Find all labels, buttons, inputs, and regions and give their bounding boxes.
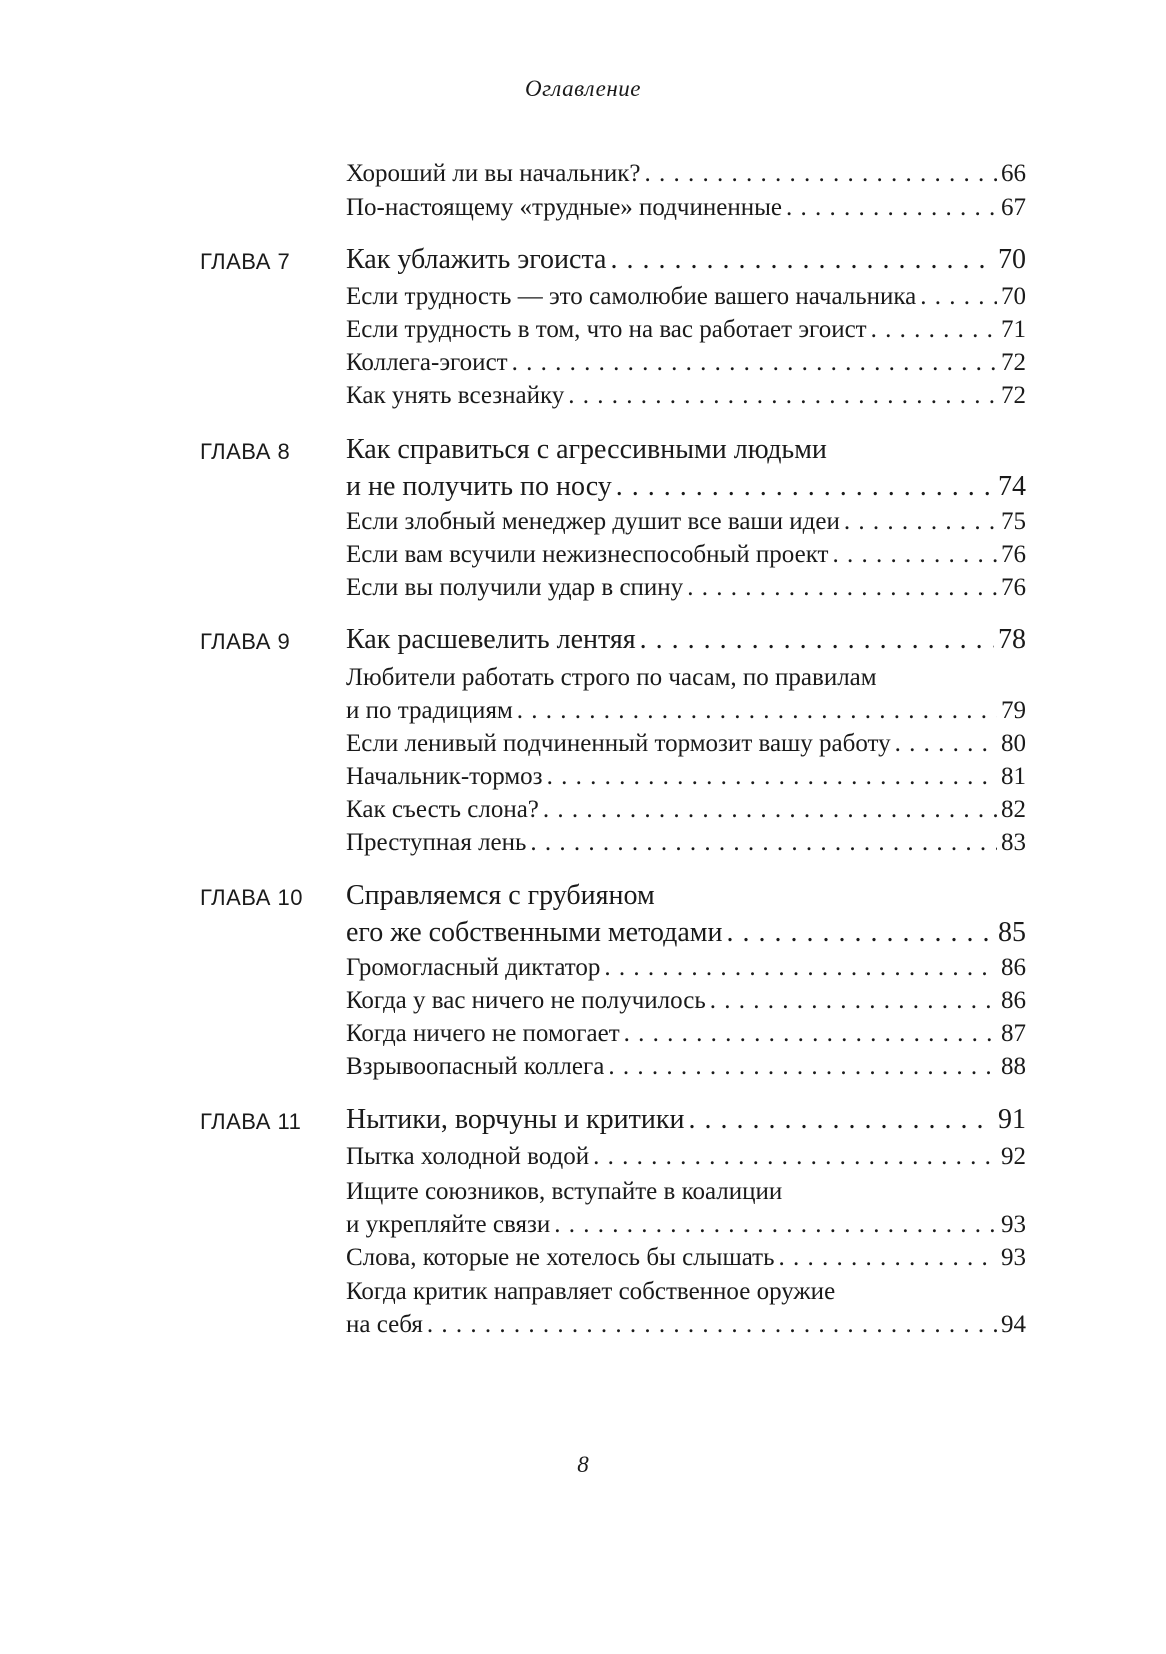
toc-entry-title: По-настоящему «трудные» подчиненные [346,194,783,221]
toc-entry-title: Как съесть слона? [346,796,539,823]
toc-entry-page: 71 [1001,316,1026,343]
toc-entry-page: 85 [998,917,1026,948]
toc-entry-title: Слова, которые не хотелось бы слышать [346,1244,775,1271]
toc-entry-title: Если злобный менеджер душит все ваши идеи [346,508,840,535]
dot-leader [727,917,994,949]
dot-leader [517,695,997,727]
toc-entry-page: 88 [1001,1053,1026,1080]
dot-leader [568,380,997,412]
dot-leader [871,314,997,346]
dot-leader [844,506,997,538]
toc-entry[interactable] [346,1276,1026,1341]
dot-leader [610,244,994,276]
chapter-title-entry[interactable] [346,434,1026,503]
toc-entry[interactable] [346,314,1026,346]
dot-leader [554,1209,997,1241]
toc-entry-title: Как расшевелить лентяя [346,624,636,655]
toc-entry[interactable] [346,572,1026,604]
toc-entry-page: 87 [1001,1020,1026,1047]
chapter-title-entry[interactable] [346,880,1026,949]
toc-entry[interactable] [346,985,1026,1017]
toc-entry-page: 76 [1001,574,1026,601]
toc-entry-title: Если ленивый подчиненный тормозит вашу работу [346,730,891,757]
dot-leader [530,827,997,859]
toc-entry-page: 94 [1001,1311,1026,1338]
toc-entry[interactable] [346,1051,1026,1083]
toc-entry[interactable] [346,1018,1026,1050]
toc-entry-page: 86 [1001,954,1026,981]
chapter-label: ГЛАВА 9 [200,629,291,654]
toc-entry-title: на себя [346,1311,423,1338]
toc-entry-page: 81 [1001,763,1026,790]
dot-leader [920,281,997,313]
dot-leader [427,1309,997,1341]
toc-entry-title: Начальник-тормоз [346,763,543,790]
toc-entry[interactable] [346,158,1026,190]
dot-leader [604,952,997,984]
toc-entry-page: 91 [998,1104,1026,1135]
toc-entry-title: Когда у вас ничего не получилось [346,987,706,1014]
toc-entry-page: 72 [1001,382,1026,409]
dot-leader [687,572,997,604]
toc-entry-title: Как унять всезнайку [346,382,565,409]
toc-entry[interactable] [346,380,1026,412]
toc-entry-title: и укрепляйте связи [346,1211,551,1238]
toc-entry-title: Если вы получили удар в спину [346,574,684,601]
toc-entry[interactable] [346,728,1026,760]
dot-leader [644,158,997,190]
toc-entry-title: Если трудность в том, что на вас работает эгоист [346,316,867,343]
toc-entry-page: 74 [998,471,1026,502]
toc-entry-title: Нытики, ворчуны и критики [346,1104,685,1135]
toc-entry-page: 80 [1001,730,1026,757]
toc-entry[interactable] [346,347,1026,379]
toc-entry-page: 93 [1001,1244,1026,1271]
toc-entry[interactable] [346,192,1026,224]
toc-entry[interactable] [346,1242,1026,1274]
dot-leader [688,1104,994,1136]
toc-entry-title: Если трудность — это самолюбие вашего начальника [346,283,917,310]
dot-leader [895,728,997,760]
chapter-label: ГЛАВА 8 [200,439,291,464]
toc-entry-page: 78 [998,624,1026,655]
dot-leader [512,347,997,379]
toc-entry-title: Если вам всучили нежизнеспособный проект [346,541,829,568]
toc-entry-title: и не получить по носу [346,471,612,502]
toc-entry-page: 76 [1001,541,1026,568]
chapter-label: ГЛАВА 10 [200,885,303,910]
chapter-title-entry[interactable] [346,244,1026,276]
toc-entry-title: Хороший ли вы начальник? [346,160,641,187]
toc-entry-page: 79 [1001,697,1026,724]
toc-entry-page: 92 [1001,1143,1026,1170]
toc-entry-title: Преступная лень [346,829,527,856]
dot-leader [640,624,994,656]
toc-entry-title-line1: Когда критик направляет собственное оружие [346,1278,836,1305]
toc-entry-page: 82 [1001,796,1026,823]
toc-entry-page: 67 [1001,194,1026,221]
toc-entry-title: Когда ничего не помогает [346,1020,620,1047]
dot-leader [616,471,994,503]
chapter-label: ГЛАВА 11 [200,1109,302,1134]
toc-entry[interactable] [346,662,1026,727]
toc-entry-title: Пытка холодной водой [346,1143,590,1170]
toc-entry[interactable] [346,1176,1026,1241]
toc-entry-title: и по традициям [346,697,513,724]
toc-entry-title: Взрывоопасный коллега [346,1053,605,1080]
toc-entry[interactable] [346,827,1026,859]
chapter-title-entry[interactable] [346,624,1026,656]
toc-entry-page: 93 [1001,1211,1026,1238]
chapter-title-entry[interactable] [346,1104,1026,1136]
toc-entry[interactable] [346,794,1026,826]
toc-entry[interactable] [346,281,1026,313]
toc-entry-page: 66 [1001,160,1026,187]
toc-entry-title-line1: Как справиться с агрессивными людьми [346,434,827,465]
dot-leader [786,192,997,224]
toc-entry-title-line1: Справляемся с грубияном [346,880,655,911]
dot-leader [547,761,997,793]
toc-entry-page: 75 [1001,508,1026,535]
toc-entry[interactable] [346,539,1026,571]
toc-entry-title: Громогласный диктатор [346,954,601,981]
dot-leader [608,1051,997,1083]
toc-entry[interactable] [346,506,1026,538]
dot-leader [832,539,997,571]
chapter-label: ГЛАВА 7 [200,249,291,274]
page-number: 8 [577,1452,589,1477]
dot-leader [593,1141,997,1173]
toc-entry-title: Как ублажить эгоиста [346,244,607,275]
toc-entry-title-line1: Ищите союзников, вступайте в коалиции [346,1178,783,1205]
toc-entry[interactable] [346,1141,1026,1173]
running-header: Оглавление [524,76,641,101]
toc-entry-page: 70 [1001,283,1026,310]
toc-entry-title: его же собственными методами [346,917,723,948]
toc-entry-page: 83 [1001,829,1026,856]
dot-leader [710,985,997,1017]
toc-entry-page: 72 [1001,349,1026,376]
dot-leader [778,1242,997,1274]
toc-entry[interactable] [346,761,1026,793]
toc-entry-page: 70 [998,244,1026,275]
toc-entry[interactable] [346,952,1026,984]
dot-leader [624,1018,997,1050]
toc-entry-page: 86 [1001,987,1026,1014]
dot-leader [543,794,997,826]
toc-entry-title-line1: Любители работать строго по часам, по правилам [346,664,877,691]
toc-entry-title: Коллега-эгоист [346,349,508,376]
